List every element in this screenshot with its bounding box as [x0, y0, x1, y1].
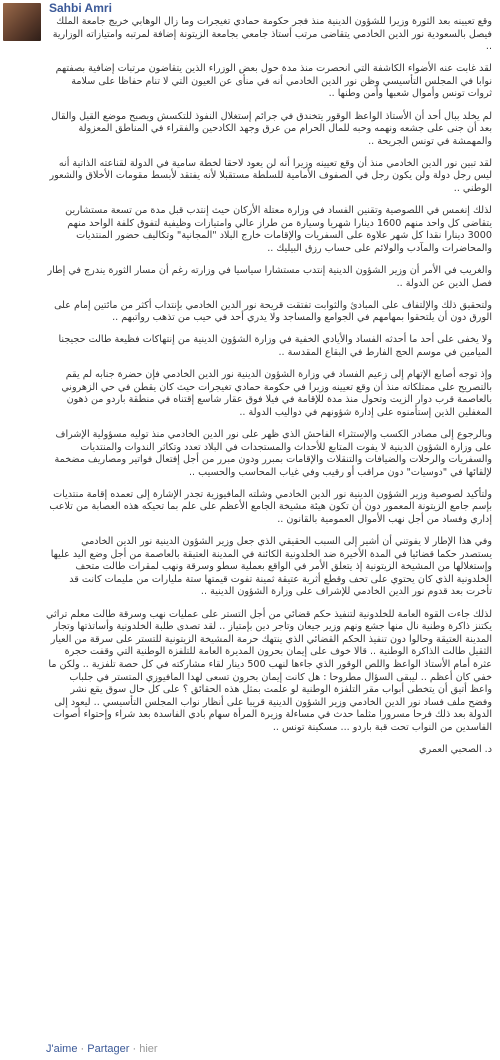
post-paragraph: وإذ توجه أصابع الإتهام إلى زعيم الفساد في وزارة الشؤون الدينية نور الدين الخادمي فإن حضرة جنابه لم يقم بالتصريح على ممتلكاته منذ أن وقع تعيينه وزيرا في حكومة حمادي تغيجرات حيث كان يقطن في حي الزهروني بالعاصمة قرب دوار الزيت وتحول منذ مدة للإقامة في فيلا فوق عقار شاسع إقتناه في منطقة باردو من ذهون المغفلين الذين إستأمنوه على إدارة شؤونهم في دواليب الدولة .. [61, 369, 492, 418]
post-paragraph: لم يخلد ببال أحد أن الأستاذ الواعظ الوقور يتخندق في جرائم إستغلال النفوذ للتكسش ويصبح موضع القيل والقال بعد أن جنى على جشعه ونهمه وحبه للمال الحرام من عرق وجهد الكادحين والفقراء في المناطق المعزولة والمهمشة في تونس الجريحة .. [51, 110, 492, 147]
post-paragraph: لقد غابت عنه الأضواء الكاشفة التي انحصرت منذ مدة حول بعض الوزراء الذين يتقاضون مرتبات إضافية بصفتهم نوابا في المجلس التأسيسي وظن نور الدين الخادمي أنه في منأى عن العيون التي لا تنام حفاظا على سلامة ثروات تونس وأموال شعبها وأمن وطنها .. [55, 63, 492, 100]
post-paragraph: وبالرجوع إلى مصادر الكسب والإستثراء الفاحش الذي ظهر على نور الدين الخادمي منذ توليه مسؤولية الإشراف على وزارة الشؤون الدينية لا يفوت المتابع للأحداث والمستجدات في البلاد تعدد وتكاثر الندوات والمنتديات والسفريات والرحلات والضيافات والتنقلات والإقامات بمبرر ودون مبرر من أجل إفتعال فواتير ومصاريف مضخمة لإلقائها في "دوسيات" دون مراقب أو رقيب وفي غياب المحاسب والحسيب .. [54, 428, 492, 478]
like-link[interactable]: J'aime [46, 1043, 78, 1055]
post-paragraph: ولا يخفى على أحد ما أحدثه الفساد والأيادي الخفية في وزارة الشؤون الدينية من إنتهاكات فظيعة طالت حجيجنا الميامين في موسم الحج الفارط في البقاع المقدسة .. [58, 334, 492, 358]
post-actions-bar [46, 1043, 158, 1055]
author-name-link[interactable]: Sahbi Amri [49, 1, 112, 15]
post-paragraph: لذلك إنغمس في اللصوصية وتقنين الفساد في وزارة معتلة الأركان حيث إنتدب قبل مدة من تسعة مستشارين يتقاضى كل واحد منهم 1600 دينارا شهريا وسيارة من طراز عالي وامتيازات وظيفية لتفوق كلفة الواحد منهم 3000 دينارا نقدا كل شهر علاوة على السفريات والإقامات خارج البلاد "المجانية" وتكاليف حضور المنتديات والمحاضرات والمآدب والولائم على حساب رزق البيليك .. [65, 205, 492, 254]
post-paragraph: وفي هذا الإطار لا يفوتني أن أشير إلى السبب الحقيقي الذي جعل وزير الشؤون الدينية نور الدين الخادمي يستصدر حكما قضائيا في المدة الأخيرة ضد الخلدونية الكائنة في المدينة العتيقة بالعاصمة من أجل وضع اليد عليها وإستغلالها من المشيخة الزيتونية إذ يتعلق الأمر في الواقع بعملية سطو وسرقة ونهب لمقرات طالت متحف الخلدونية الذي كان يحتوي على تحف وقطع أثرية عتيقة ثمينة تفوت قيمتها ستة مليارات من مليمات كانت قد تأخرت بعد قدوم نور الدين الخادمي للإشراف على وزارة الشؤون الدينية .. [50, 536, 492, 598]
post-paragraph: لذلك جاءت القوة العامة للخلدونية لتنفيذ حكم قضائي من أجل التستر على عمليات نهب وسرقة طالت معلم تراثي يكتنز ذاكرة وطنية نال منها جشع ونهم وزير جيعان وتاجر دين بإمتياز .. لقد تصدى طلبة الخلدونية وأساتذتها وتجار المدينة العتيقة وحالوا دون تنفيذ الحكم القضائي الذي ينتهك حرمة المشيخة الزيتونية للتستر على سرقة من العيار الثقيل طالت الذاكرة الوطنية .. قالا خوف على إيمان بحرون المديرة العامة للتلفزة الوطنية التي وقفت حجرة عثرة أمام الأستاذ الواعظ واللص الوقور الذي جاءها لنهب 500 دينار لقاء مشاركته في كل حصة تلفزية .. ولكن ما خفي كان أعظم .. ليبقى السؤال مطروحا : هل كانت إيمان بحرون تسعى لهدا المافيوزي المتستر في جلباب واعظ أتيق أن يتخطى أبواب مقر التلفزة الوطنية لو علمت بمثل هذه الحقائق ؟ على كل حال سوق يقع نشر وفضح ملف فساد نور الدين الخادمي وزير الشؤون الدينية قريبا على أنظار نواب المجلس التأسيسي .. ليعود إلى الدولة بعد ذلك فرحا مسرورا مثلما حدث في مساءلة وزيرة المرأة سهام بادي الفاسدة بعد شراء وإحتواء أصوات الفاسدين من النواب تحت قبة باردو ... مسكينة تونس .. [46, 608, 492, 733]
post-body [46, 16, 492, 766]
share-link[interactable]: Partager [87, 1043, 130, 1055]
post-paragraph: ولتأكيد لصوصية وزير الشؤون الدينية نور الدين الخادمي وشلته المافيوزية تجدر الإشارة إلى تعمده إقامة منتديات بإسم جامع الزيتونة المعمور دون أن تكون هيئة مشيخة الجامع الأعظم على علم بما تحيكه هذه العصابة من تلاعب إداري وفساد من أجل نهب الأموال العمومية بالقانون .. [49, 488, 492, 525]
action-separator: · [80, 1043, 85, 1055]
post-paragraph: لقد تبين نور الدين الخادمي منذ أن وقع تعيينه وزيرا أنه لن يعود لاحقا لخطة سامية في الدولة لقناعته الذاتية أنه ليس رجل دولة ولن يكون رجل في الصفوف الأمامية للسلطة مستقبلا لأنه يفتقد لأبسط مقومات الأخلاق والشعور الوطني .. [49, 157, 492, 195]
author-avatar[interactable] [3, 3, 41, 41]
post-signature: د. الصحبي العمري [419, 744, 492, 755]
post-paragraph: والغريب في الأمر أن وزير الشؤون الدينية إنتدب مستشارا سياسيا في وزارته رغم أن مسار الثورة يندرج في إطار فصل الدين عن الدولة .. [47, 265, 492, 289]
action-separator: · [132, 1043, 137, 1055]
post-timestamp[interactable]: hier [139, 1043, 158, 1055]
post-paragraph: ولتحقيق ذلك والإلتفاف على المبادئ والثوابت تفتقت قريحة نور الدين الخادمي بإنتداب أكثر من مائتين إمام على الورق دون أن يلتحقوا بمهامهم في الجوامع والمساجد ولا يدري أحد في حيب من تذهب رواتبهم .. [54, 299, 492, 324]
post-paragraph: وقع تعيينه بعد الثورة وزيرا للشؤون الدينية منذ فجر حكومة حمادي تغيجرات وما زال الوهابي خريج جامعة الملك فيصل بالسعودية نور الدين الخادمي يتقاضى مرتب أستاذ جامعي بجامعة الزيتونة إضافة لمرتبه وامتيازاته الوزارية .. [52, 16, 492, 53]
